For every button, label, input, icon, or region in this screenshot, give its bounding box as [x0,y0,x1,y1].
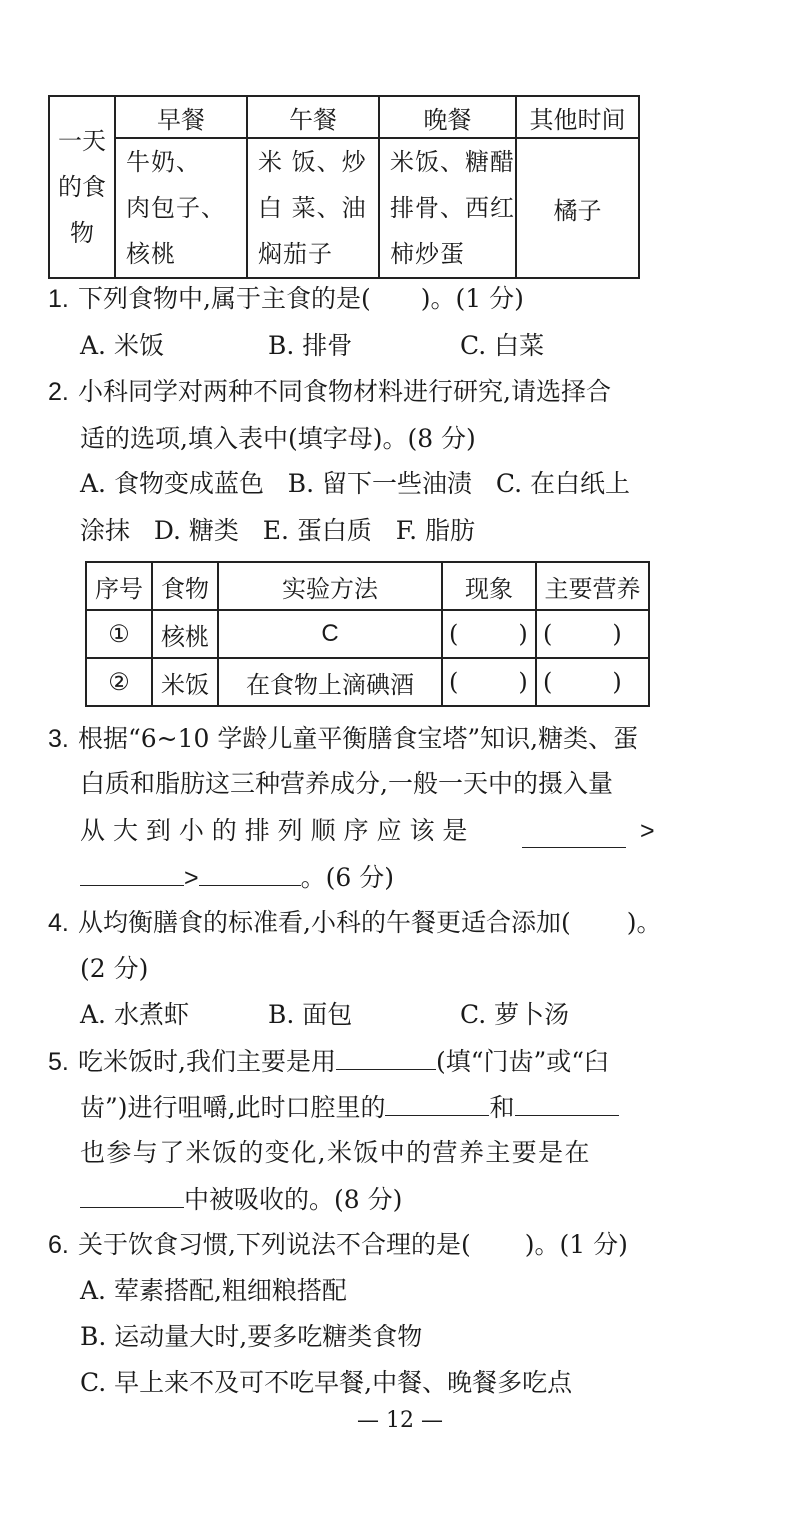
question-5: 5. 吃米饭时,我们主要是用 (填“门齿”或“臼 [48,1047,610,1076]
answer-blank[interactable] [336,1045,436,1070]
q4-option-c[interactable]: C. 萝卜汤 [460,1000,570,1029]
q2-options-line1: A. 食物变成蓝色 B. 留下一些油渍 C. 在白纸上 [80,469,631,498]
question-4-line2: (2 分) [80,954,149,983]
table-row: ② 米饭 在食物上滴碘酒 ( ) ( ) [86,658,649,706]
question-4: 4. 从均衡膳食的标准看,小科的午餐更适合添加( )。 [48,908,662,937]
phenomenon-answer[interactable]: ( ) [442,658,536,706]
nutrition-answer[interactable]: ( ) [536,658,649,706]
dinner-cell: 米饭、糖醋 排骨、西红 柿炒蛋 [379,138,516,278]
question-2: 2. 小科同学对两种不同食物材料进行研究,请选择合 [48,377,611,406]
q6-option-a[interactable]: A. 荤素搭配,粗细粮搭配 [80,1276,347,1305]
other-time-cell: 橘子 [516,138,639,278]
question-2-line2: 适的选项,填入表中(填字母)。(8 分) [80,424,476,453]
header-no: 序号 [86,562,152,610]
q4-option-a[interactable]: A. 水煮虾 [80,1000,189,1029]
table-row: ① 核桃 C ( ) ( ) [86,610,649,658]
lunch-cell: 米 饭、炒 白 菜、油 焖茄子 [247,138,379,278]
header-phenomenon: 现象 [442,562,536,610]
answer-blank[interactable] [515,1091,619,1116]
header-dinner: 晚餐 [379,96,516,138]
q1-option-c[interactable]: C. 白菜 [460,331,545,360]
answer-blank[interactable] [522,823,626,848]
breakfast-cell: 牛奶、 肉包子、 核桃 [115,138,247,278]
q1-option-b[interactable]: B. 排骨 [268,331,353,360]
q6-option-b[interactable]: B. 运动量大时,要多吃糖类食物 [80,1322,423,1351]
answer-blank[interactable] [199,861,301,886]
header-other-time: 其他时间 [516,96,639,138]
question-6: 6. 关于饮食习惯,下列说法不合理的是( )。(1 分) [48,1230,628,1259]
question-3-line2: 白质和脂肪这三种营养成分,一般一天中的摄入量 [80,769,613,798]
question-3-line3: 从 大 到 小 的 排 列 顺 序 应 该 是 [80,816,468,845]
experiment-table [85,561,650,707]
answer-blank[interactable] [80,1183,184,1208]
question-5-line2: 齿”)进行咀嚼,此时口腔里的 和 [80,1091,619,1124]
nutrition-answer[interactable]: ( ) [536,610,649,658]
header-lunch: 午餐 [247,96,379,138]
header-breakfast: 早餐 [115,96,247,138]
food-table-side-label: 一天 的食 物 [49,96,115,278]
header-food: 食物 [152,562,218,610]
q2-options-line2: 涂抹 D. 糖类 E. 蛋白质 F. 脂肪 [80,516,476,545]
q6-option-c[interactable]: C. 早上来不及可不吃早餐,中餐、晚餐多吃点 [80,1368,573,1397]
q1-option-a[interactable]: A. 米饭 [80,331,164,360]
answer-blank[interactable] [385,1091,489,1116]
question-5-line3: 也参与了米饭的变化,米饭中的营养主要是在 [80,1138,591,1167]
header-method: 实验方法 [218,562,442,610]
q4-option-b[interactable]: B. 面包 [268,1000,353,1029]
page-number: — 12 — [357,1408,443,1433]
question-5-line4: 中被吸收的。(8 分) [80,1183,402,1216]
answer-blank[interactable] [80,861,184,886]
question-1: 1. 下列食物中,属于主食的是( )。(1 分) [48,284,524,313]
header-nutrition: 主要营养 [536,562,649,610]
question-3-line4: > 。(6 分) [80,861,394,894]
food-table [48,95,640,279]
question-3: 3. 根据“6~10 学龄儿童平衡膳食宝塔”知识,糖类、蛋 [48,724,639,753]
phenomenon-answer[interactable]: ( ) [442,610,536,658]
